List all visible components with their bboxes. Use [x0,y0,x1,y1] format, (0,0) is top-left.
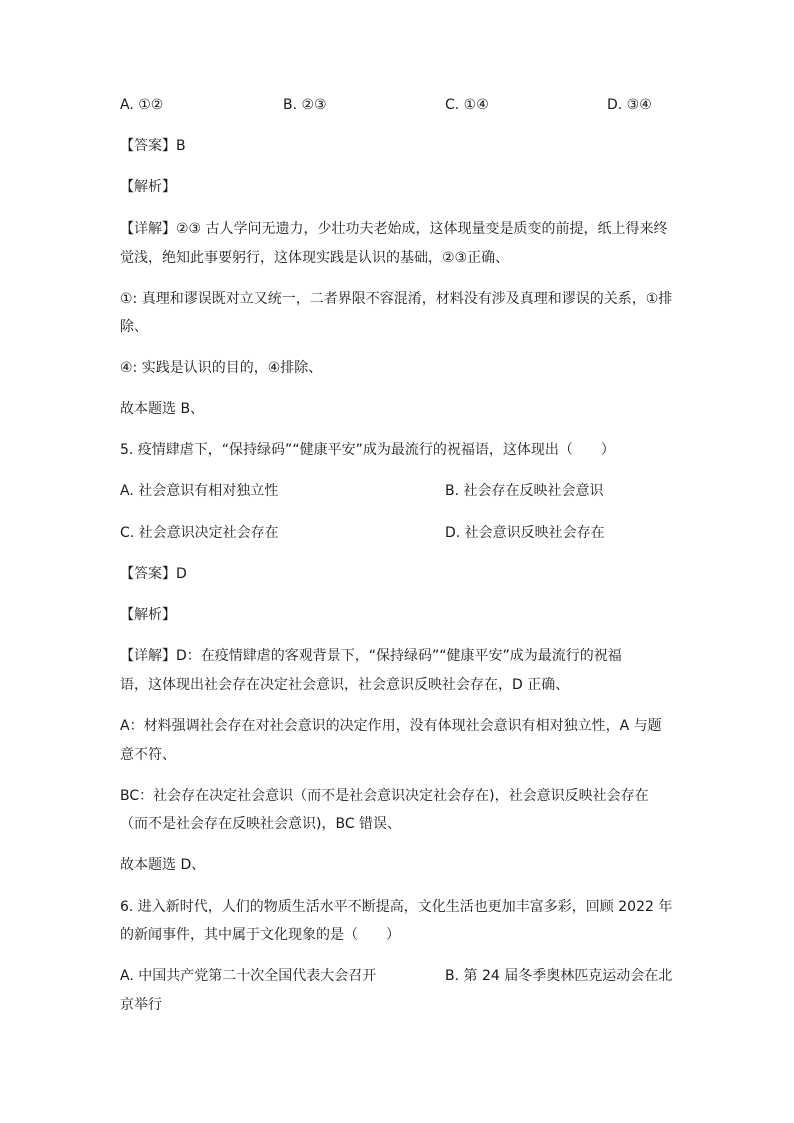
q6-option-a: A. 中国共产党第二十次全国代表大会召开 [120,968,377,984]
q4-option-b: B. ②③ [283,97,327,113]
q4-option-a: A. ①② [120,97,164,113]
q6-stem-line: 6. 进入新时代，人们的物质生活水平不断提高，文化生活也更加丰富多彩，回顾 2022 年 [120,899,673,915]
q5-option-d: D. 社会意识反映社会存在 [445,525,605,541]
q5-detail-line: 【详解】D：在疫情肆虐的客观背景下，“保持绿码”“健康平安”成为最流行的祝福 [120,648,622,664]
q4-analysis-label: 【解析】 [120,179,176,195]
q5-detail-line: （而不是社会存在反映社会意识)，BC 错误、 [120,816,402,832]
q5-option-a: A. 社会意识有相对独立性 [120,483,279,499]
q5-detail-line: BC：社会存在决定社会意识（而不是社会意识决定社会存在)，社会意识反映社会存在 [120,788,649,804]
q4-answer: 【答案】B [120,138,186,154]
q5-answer: 【答案】D [120,566,187,582]
q4-detail-line: ④: 实践是认识的目的，④排除、 [120,360,323,376]
q5-stem: 5. 疫情肆虐下，“保持绿码”“健康平安”成为最流行的祝福语，这体现出（ ） [120,442,615,458]
q5-conclusion: 故本题选 D、 [120,857,206,873]
q6-stem-line: 的新闻事件，其中属于文化现象的是（ ） [120,927,400,943]
q6-option-b: B. 第 24 届冬季奥林匹克运动会在北 [445,968,673,984]
q5-option-c: C. 社会意识决定社会存在 [120,525,279,541]
q4-conclusion: 故本题选 B、 [120,401,205,417]
q4-detail-line: 觉浅，绝知此事要躬行，这体现实践是认识的基础，②③正确、 [120,250,510,266]
q5-detail-line: 意不符、 [120,747,176,763]
q5-analysis-label: 【解析】 [120,607,176,623]
q6-option-b-continued: 京举行 [120,997,162,1013]
q4-detail-line: ①: 真理和谬误既对立又统一，二者界限不容混淆，材料没有涉及真理和谬误的关系，①排 [120,291,673,307]
q5-detail-line: A：材料强调社会存在对社会意识的决定作用，没有体现社会意识有相对独立性，A 与题 [120,718,662,734]
q4-option-c: C. ①④ [445,97,489,113]
q5-detail-line: 语，这体现出社会存在决定社会意识，社会意识反映社会存在，D 正确、 [120,677,570,693]
q5-option-b: B. 社会存在反映社会意识 [445,483,604,499]
q4-detail-line: 【详解】②③ 古人学问无遗力，少壮功夫老始成，这体现量变是质变的前提，纸上得来终 [120,221,668,237]
q4-option-d: D. ③④ [607,97,652,113]
q4-detail-line: 除、 [120,319,148,335]
